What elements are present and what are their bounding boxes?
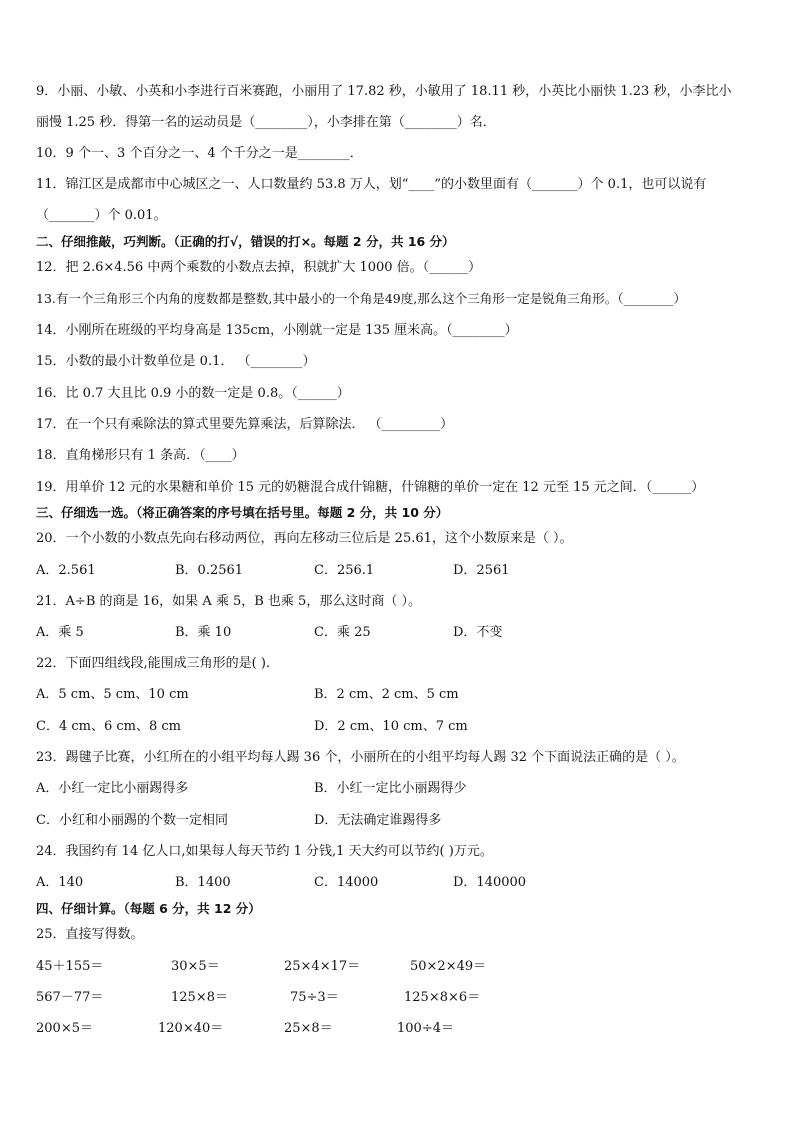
q20-option-a: A．2.561 [36,563,96,578]
q25: 25．直接写得数。 [36,927,144,942]
q20-option-b: B．0.2561 [175,563,244,578]
q9-line1: 9．小丽、小敏、小英和小李进行百米赛跑，小丽用了 17.82 秒，小敏用了 18.11 秒，小英比小丽快 1.23 秒，小李比小 [36,84,732,99]
calc-r3-c2: 120×40＝ [158,1021,224,1036]
section-3-heading: 三、仔细选一选。（将正确答案的序号填在括号里。每题 2 分，共 10 分） [36,505,449,520]
calc-r3-c1: 200×5＝ [36,1021,93,1036]
q11-line1: 11．锦江区是成都市中心城区之一、人口数量约 53.8 万人，划“____”的小数里面有（_______）个 0.1，也可以说有 [36,177,707,192]
q21: 21．A÷B 的商是 16，如果 A 乘 5，B 也乘 5，那么这时商（ ）。 [36,594,421,609]
q23-option-c: C．小红和小丽踢的个数一定相同 [36,813,228,828]
q21-option-b: B．乘 10 [175,625,232,640]
q24: 24．我国约有 14 亿人口,如果每人每天节约 1 分钱,1 天大约可以节约( )万元。 [36,844,493,859]
q21-option-d: D．不变 [453,625,503,640]
calc-r2-c2: 125×8＝ [171,990,228,1005]
q23: 23．踢毽子比赛，小红所在的小组平均每人踢 36 个，小丽所在的小组平均每人踢 32 个下面说法正确的是（ ）。 [36,750,685,765]
q17: 17．在一个只有乘除法的算式里要先算乘法，后算除法． （_________） [36,417,454,432]
q22-option-a: A．5 cm、5 cm、10 cm [36,687,189,702]
calc-r1-c1: 45＋155＝ [36,959,104,974]
q24-option-b: B．1400 [175,875,231,890]
q24-option-a: A．140 [36,875,84,890]
calc-r2-c3: 75÷3＝ [290,990,339,1005]
q9-line2: 丽慢 1.25 秒．得第一名的运动员是（________），小李排在第（________）名． [36,115,496,130]
calc-r3-c3: 25×8＝ [284,1021,333,1036]
q24-option-c: C．14000 [314,875,379,890]
q14: 14．小刚所在班级的平均身高是 135cm，小刚就一定是 135 厘米高。（________） [36,323,518,338]
q19: 19．用单价 12 元的水果糖和单价 15 元的奶糖混合成什锦糖，什锦糖的单价一定在 12 元至 15 元之间．（______） [36,480,705,495]
q20: 20．一个小数的小数点先向右移动两位，再向左移动三位后是 25.61，这个小数原来是（ ）。 [36,531,573,546]
calc-r3-c4: 100÷4＝ [397,1021,454,1036]
section-2-heading: 二、仔细推敲，巧判断。（正确的打√，错误的打×。每题 2 分，共 16 分） [36,234,455,249]
calc-r2-c1: 567－77＝ [36,990,104,1005]
q15: 15．小数的最小计数单位是 0.1． （________） [36,354,316,369]
q22-option-d: D．2 cm、10 cm、7 cm [314,719,468,734]
q20-option-d: D．2561 [453,563,510,578]
q16: 16．比 0.7 大且比 0.9 小的数一定是 0.8。（______） [36,386,350,401]
calc-r1-c4: 50×2×49＝ [410,959,487,974]
q24-option-d: D．140000 [453,875,527,890]
q23-option-a: A．小红一定比小丽踢得多 [36,781,189,796]
q21-option-c: C．乘 25 [314,625,371,640]
calc-r2-c4: 125×8×6＝ [404,990,481,1005]
q18: 18．直角梯形只有 1 条高．（____） [36,448,245,463]
q11-line2: （_______）个 0.01。 [36,208,167,223]
section-4-heading: 四、仔细计算。（每题 6 分，共 12 分） [36,901,261,916]
calc-r1-c2: 30×5＝ [171,959,220,974]
q13: 13.有一个三角形三个内角的度数都是整数,其中最小的一个角是49度,那么这个三角形一定是锐角三角形。（________） [36,291,686,306]
q20-option-c: C．256.1 [314,563,375,578]
q12: 12．把 2.6×4.56 中两个乘数的小数点去掉，积就扩大 1000 倍。（______） [36,260,482,275]
q21-option-a: A．乘 5 [36,625,84,640]
q10: 10．9 个一、3 个百分之一、4 个千分之一是________． [36,146,363,161]
q22-option-c: C．4 cm、6 cm、8 cm [36,719,181,734]
q22-option-b: B．2 cm、2 cm、5 cm [314,687,459,702]
calc-r1-c3: 25×4×17＝ [284,959,361,974]
q22: 22．下面四组线段,能围成三角形的是( ). [36,656,271,671]
q23-option-d: D．无法确定谁踢得多 [314,813,442,828]
q23-option-b: B．小红一定比小丽踢得少 [314,781,467,796]
